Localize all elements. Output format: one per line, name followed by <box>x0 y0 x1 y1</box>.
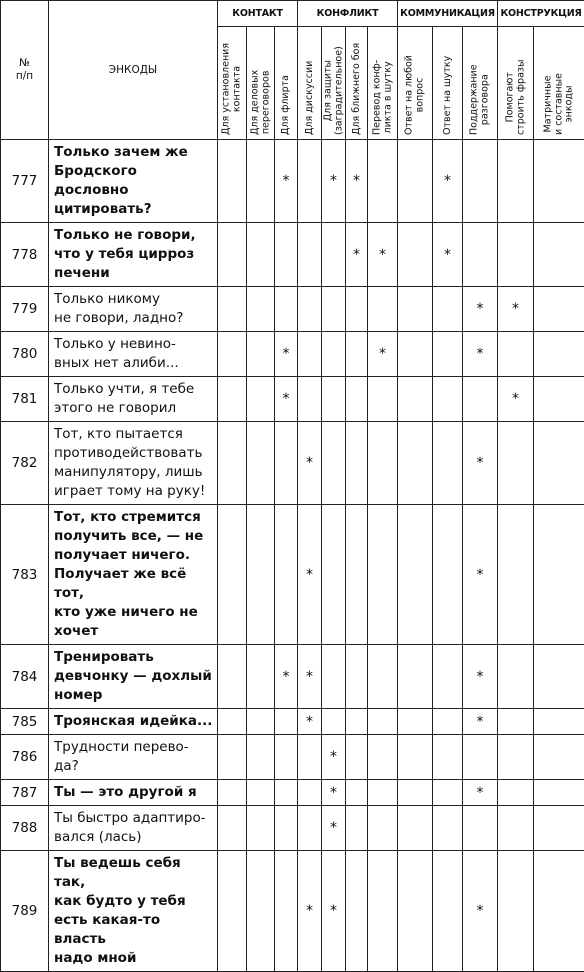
phrase-line: вных нет алиби... <box>54 354 213 373</box>
row-number: 778 <box>1 223 49 287</box>
phrase-line: Тренировать <box>54 648 213 667</box>
phrase-line: есть какая-то власть <box>54 911 213 949</box>
empty-cell <box>247 140 275 223</box>
empty-cell <box>498 780 534 806</box>
empty-cell <box>463 377 498 422</box>
category-column-header <box>398 27 433 140</box>
empty-cell <box>275 780 298 806</box>
column-header-label: Для дискуссии <box>304 61 315 135</box>
column-header-label: вопрос <box>415 55 426 135</box>
phrase-line: печени <box>54 264 213 283</box>
empty-cell <box>398 806 433 851</box>
empty-cell <box>298 735 322 780</box>
category-column-header <box>463 27 498 140</box>
empty-cell <box>534 851 584 972</box>
empty-cell <box>218 332 247 377</box>
encode-phrase <box>49 140 218 223</box>
empty-cell <box>247 223 275 287</box>
empty-cell <box>368 287 398 332</box>
column-header-label: и составные <box>554 73 565 135</box>
empty-cell <box>247 735 275 780</box>
phrase-line: Троянская идейка... <box>54 712 213 731</box>
column-header-label: разговора <box>480 64 491 135</box>
empty-cell <box>275 505 298 645</box>
empty-cell <box>247 287 275 332</box>
empty-cell <box>322 505 346 645</box>
phrase-line: Только никому <box>54 290 213 309</box>
empty-cell <box>346 287 368 332</box>
empty-cell <box>218 505 247 645</box>
table-row <box>1 377 584 422</box>
table-row <box>1 332 584 377</box>
empty-cell <box>346 709 368 735</box>
category-mark: * <box>322 735 346 780</box>
category-mark: * <box>368 332 398 377</box>
empty-cell <box>398 377 433 422</box>
encode-phrase <box>49 332 218 377</box>
phrase-line: не говори, ладно? <box>54 309 213 328</box>
category-mark: * <box>322 851 346 972</box>
empty-cell <box>534 709 584 735</box>
category-mark: * <box>322 780 346 806</box>
empty-cell <box>433 287 463 332</box>
category-column-header <box>498 27 534 140</box>
row-number: 789 <box>1 851 49 972</box>
empty-cell <box>433 851 463 972</box>
column-header-label: Матричные <box>543 73 554 135</box>
category-mark: * <box>433 140 463 223</box>
empty-cell <box>275 422 298 505</box>
encode-phrase <box>49 223 218 287</box>
column-header-label: (заградительное) <box>334 46 345 135</box>
empty-cell <box>498 422 534 505</box>
empty-cell <box>322 709 346 735</box>
empty-cell <box>298 780 322 806</box>
empty-cell <box>368 422 398 505</box>
category-mark: * <box>298 709 322 735</box>
column-header-label: ликта в шутку <box>383 60 394 135</box>
empty-cell <box>498 140 534 223</box>
column-header-label: Помогают <box>505 60 516 135</box>
table-row <box>1 422 584 505</box>
encode-phrase <box>49 851 218 972</box>
empty-cell <box>498 806 534 851</box>
category-mark: * <box>463 422 498 505</box>
category-mark: * <box>463 332 498 377</box>
empty-cell <box>463 806 498 851</box>
empty-cell <box>398 851 433 972</box>
category-mark: * <box>275 140 298 223</box>
category-column-header <box>298 27 322 140</box>
column-header-label: Для флирта <box>281 75 292 135</box>
empty-cell <box>247 332 275 377</box>
column-header-label: контакта <box>232 43 243 135</box>
empty-cell <box>346 332 368 377</box>
empty-cell <box>346 505 368 645</box>
empty-cell <box>275 709 298 735</box>
phrase-line: номер <box>54 686 213 705</box>
empty-cell <box>498 709 534 735</box>
encode-phrase <box>49 806 218 851</box>
empty-cell <box>398 505 433 645</box>
row-number: 779 <box>1 287 49 332</box>
table-row <box>1 287 584 332</box>
category-column-header <box>368 27 398 140</box>
phrase-line: как будто у тебя <box>54 892 213 911</box>
table-row <box>1 223 584 287</box>
phrase-line: кто уже ничего не <box>54 603 213 622</box>
group-header: КОНТАКТ <box>218 1 298 27</box>
encode-phrase <box>49 780 218 806</box>
empty-cell <box>218 806 247 851</box>
empty-cell <box>275 735 298 780</box>
empty-cell <box>534 287 584 332</box>
phrase-line: Только у невино- <box>54 335 213 354</box>
empty-cell <box>534 645 584 709</box>
phrase-line: Ты ведешь себя так, <box>54 854 213 892</box>
table-row <box>1 851 584 972</box>
empty-cell <box>346 422 368 505</box>
empty-cell <box>368 780 398 806</box>
empty-cell <box>218 735 247 780</box>
empty-cell <box>298 806 322 851</box>
category-mark: * <box>275 377 298 422</box>
empty-cell <box>534 422 584 505</box>
category-mark: * <box>463 287 498 332</box>
empty-cell <box>368 377 398 422</box>
empty-cell <box>368 505 398 645</box>
phrase-line: девчонку — дохлый <box>54 667 213 686</box>
empty-cell <box>398 780 433 806</box>
row-number: 787 <box>1 780 49 806</box>
group-header: КОММУНИКАЦИЯ <box>398 1 498 27</box>
empty-cell <box>247 505 275 645</box>
category-mark: * <box>322 806 346 851</box>
empty-cell <box>322 332 346 377</box>
empty-cell <box>368 735 398 780</box>
empty-cell <box>247 780 275 806</box>
phrase-line: Получает же всё тот, <box>54 565 213 603</box>
empty-cell <box>534 780 584 806</box>
phrase-line: Ты — это другой я <box>54 783 213 802</box>
category-mark: * <box>498 287 534 332</box>
encode-phrase <box>49 377 218 422</box>
empty-cell <box>534 140 584 223</box>
row-number: 777 <box>1 140 49 223</box>
encode-phrase <box>49 422 218 505</box>
phrase-line: Тот, кто пытается <box>54 425 213 444</box>
category-mark: * <box>463 505 498 645</box>
category-mark: * <box>463 851 498 972</box>
empty-cell <box>433 806 463 851</box>
empty-cell <box>218 140 247 223</box>
empty-cell <box>534 332 584 377</box>
empty-cell <box>298 223 322 287</box>
column-header-label: Перевод конф- <box>372 60 383 135</box>
row-number: 785 <box>1 709 49 735</box>
empty-cell <box>534 505 584 645</box>
phrase-line: Трудности перево- <box>54 738 213 757</box>
empty-cell <box>346 806 368 851</box>
category-mark: * <box>463 780 498 806</box>
category-mark: * <box>463 645 498 709</box>
category-mark: * <box>298 505 322 645</box>
empty-cell <box>218 709 247 735</box>
column-header-label: переговоров <box>261 70 272 135</box>
group-header: КОНФЛИКТ <box>298 1 398 27</box>
row-number: 783 <box>1 505 49 645</box>
empty-cell <box>218 780 247 806</box>
empty-cell <box>433 505 463 645</box>
phrase-line: вался (лась) <box>54 828 213 847</box>
column-header-label: строить фразы <box>516 60 527 135</box>
phrase-line: получить все, — не <box>54 527 213 546</box>
empty-cell <box>498 851 534 972</box>
phrase-line: этого не говорил <box>54 399 213 418</box>
empty-cell <box>346 780 368 806</box>
row-number: 788 <box>1 806 49 851</box>
empty-cell <box>463 223 498 287</box>
empty-cell <box>322 287 346 332</box>
empty-cell <box>275 851 298 972</box>
empty-cell <box>398 422 433 505</box>
category-mark: * <box>322 140 346 223</box>
column-header-label: Для защиты <box>323 46 334 135</box>
table-row <box>1 709 584 735</box>
empty-cell <box>218 377 247 422</box>
empty-cell <box>433 377 463 422</box>
phrase-line: Только учти, я тебе <box>54 380 213 399</box>
category-column-header <box>247 27 275 140</box>
encode-phrase <box>49 709 218 735</box>
empty-cell <box>398 709 433 735</box>
category-column-header <box>218 27 247 140</box>
phrase-line: получает ничего. <box>54 546 213 565</box>
category-column-header <box>322 27 346 140</box>
empty-cell <box>322 645 346 709</box>
phrase-line: цитировать? <box>54 200 213 219</box>
category-mark: * <box>346 223 368 287</box>
phrase-line: противодействовать <box>54 444 213 463</box>
category-mark: * <box>298 645 322 709</box>
category-mark: * <box>275 332 298 377</box>
empty-cell <box>534 223 584 287</box>
empty-cell <box>534 377 584 422</box>
category-mark: * <box>463 709 498 735</box>
phrase-line: манипулятору, лишь <box>54 463 213 482</box>
empty-cell <box>398 223 433 287</box>
row-number: 780 <box>1 332 49 377</box>
empty-cell <box>298 140 322 223</box>
empty-cell <box>433 422 463 505</box>
empty-cell <box>275 806 298 851</box>
empty-cell <box>322 377 346 422</box>
empty-cell <box>346 377 368 422</box>
category-mark: * <box>298 422 322 505</box>
empty-cell <box>218 645 247 709</box>
empty-cell <box>433 332 463 377</box>
empty-cell <box>247 422 275 505</box>
row-number: 782 <box>1 422 49 505</box>
column-header-label: Для ближнего боя <box>351 43 362 135</box>
category-mark: * <box>346 140 368 223</box>
empty-cell <box>298 332 322 377</box>
empty-cell <box>247 377 275 422</box>
phrase-line: Бродского дословно <box>54 162 213 200</box>
table-row <box>1 645 584 709</box>
empty-cell <box>218 422 247 505</box>
encode-phrase <box>49 505 218 645</box>
category-column-header <box>534 27 584 140</box>
phrase-line: Тот, кто стремится <box>54 508 213 527</box>
empty-cell <box>368 709 398 735</box>
empty-cell <box>498 223 534 287</box>
row-number: 784 <box>1 645 49 709</box>
empty-cell <box>398 287 433 332</box>
number-column-header: № п/п <box>1 1 49 140</box>
empty-cell <box>534 735 584 780</box>
empty-cell <box>346 735 368 780</box>
empty-cell <box>433 645 463 709</box>
category-column-header <box>275 27 298 140</box>
empty-cell <box>368 806 398 851</box>
empty-cell <box>433 709 463 735</box>
category-column-header <box>346 27 368 140</box>
category-mark: * <box>298 851 322 972</box>
empty-cell <box>275 223 298 287</box>
empty-cell <box>534 806 584 851</box>
table-body <box>1 140 584 972</box>
empty-cell <box>433 735 463 780</box>
row-number: 781 <box>1 377 49 422</box>
empty-cell <box>298 377 322 422</box>
empty-cell <box>368 140 398 223</box>
phrase-line: Ты быстро адаптиро- <box>54 809 213 828</box>
column-header-label: Для установления <box>222 43 233 135</box>
empty-cell <box>346 645 368 709</box>
column-header-label: энкоды <box>564 73 575 135</box>
empty-cell <box>247 851 275 972</box>
empty-cell <box>247 806 275 851</box>
group-header-row <box>1 1 584 27</box>
empty-cell <box>247 645 275 709</box>
column-header-label: Для деловых <box>250 70 261 135</box>
encode-phrase <box>49 735 218 780</box>
phrase-line: да? <box>54 757 213 776</box>
empty-cell <box>498 735 534 780</box>
phrase-line: надо мной <box>54 949 213 968</box>
table-row <box>1 505 584 645</box>
empty-cell <box>346 851 368 972</box>
empty-cell <box>498 645 534 709</box>
empty-cell <box>368 851 398 972</box>
table-row <box>1 735 584 780</box>
encode-phrase <box>49 645 218 709</box>
empty-cell <box>275 287 298 332</box>
empty-cell <box>247 709 275 735</box>
group-header: КОНСТРУКЦИЯ <box>498 1 584 27</box>
empty-cell <box>463 140 498 223</box>
phrase-line: Только зачем же <box>54 143 213 162</box>
empty-cell <box>218 851 247 972</box>
empty-cell <box>398 645 433 709</box>
category-mark: * <box>275 645 298 709</box>
phrase-line: хочет <box>54 622 213 641</box>
empty-cell <box>398 735 433 780</box>
phrase-line: Только не говори, <box>54 226 213 245</box>
phrase-line: что у тебя цирроз <box>54 245 213 264</box>
encode-column-header: ЭНКОДЫ <box>49 1 218 140</box>
category-mark: * <box>498 377 534 422</box>
table-row <box>1 806 584 851</box>
empty-cell <box>368 645 398 709</box>
empty-cell <box>398 332 433 377</box>
empty-cell <box>298 287 322 332</box>
category-column-header <box>433 27 463 140</box>
column-header-label: Поддержание <box>470 64 481 135</box>
table-row <box>1 140 584 223</box>
empty-cell <box>498 332 534 377</box>
encode-phrase <box>49 287 218 332</box>
empty-cell <box>398 140 433 223</box>
category-mark: * <box>433 223 463 287</box>
table-row <box>1 780 584 806</box>
empty-cell <box>218 287 247 332</box>
column-header-label: Ответ на любой <box>405 55 416 135</box>
empty-cell <box>463 735 498 780</box>
empty-cell <box>498 505 534 645</box>
empty-cell <box>433 780 463 806</box>
phrase-line: играет тому на руку! <box>54 482 213 501</box>
row-number: 786 <box>1 735 49 780</box>
column-header-label: Ответ на шутку <box>442 56 453 135</box>
empty-cell <box>322 223 346 287</box>
empty-cell <box>322 422 346 505</box>
empty-cell <box>218 223 247 287</box>
category-mark: * <box>368 223 398 287</box>
